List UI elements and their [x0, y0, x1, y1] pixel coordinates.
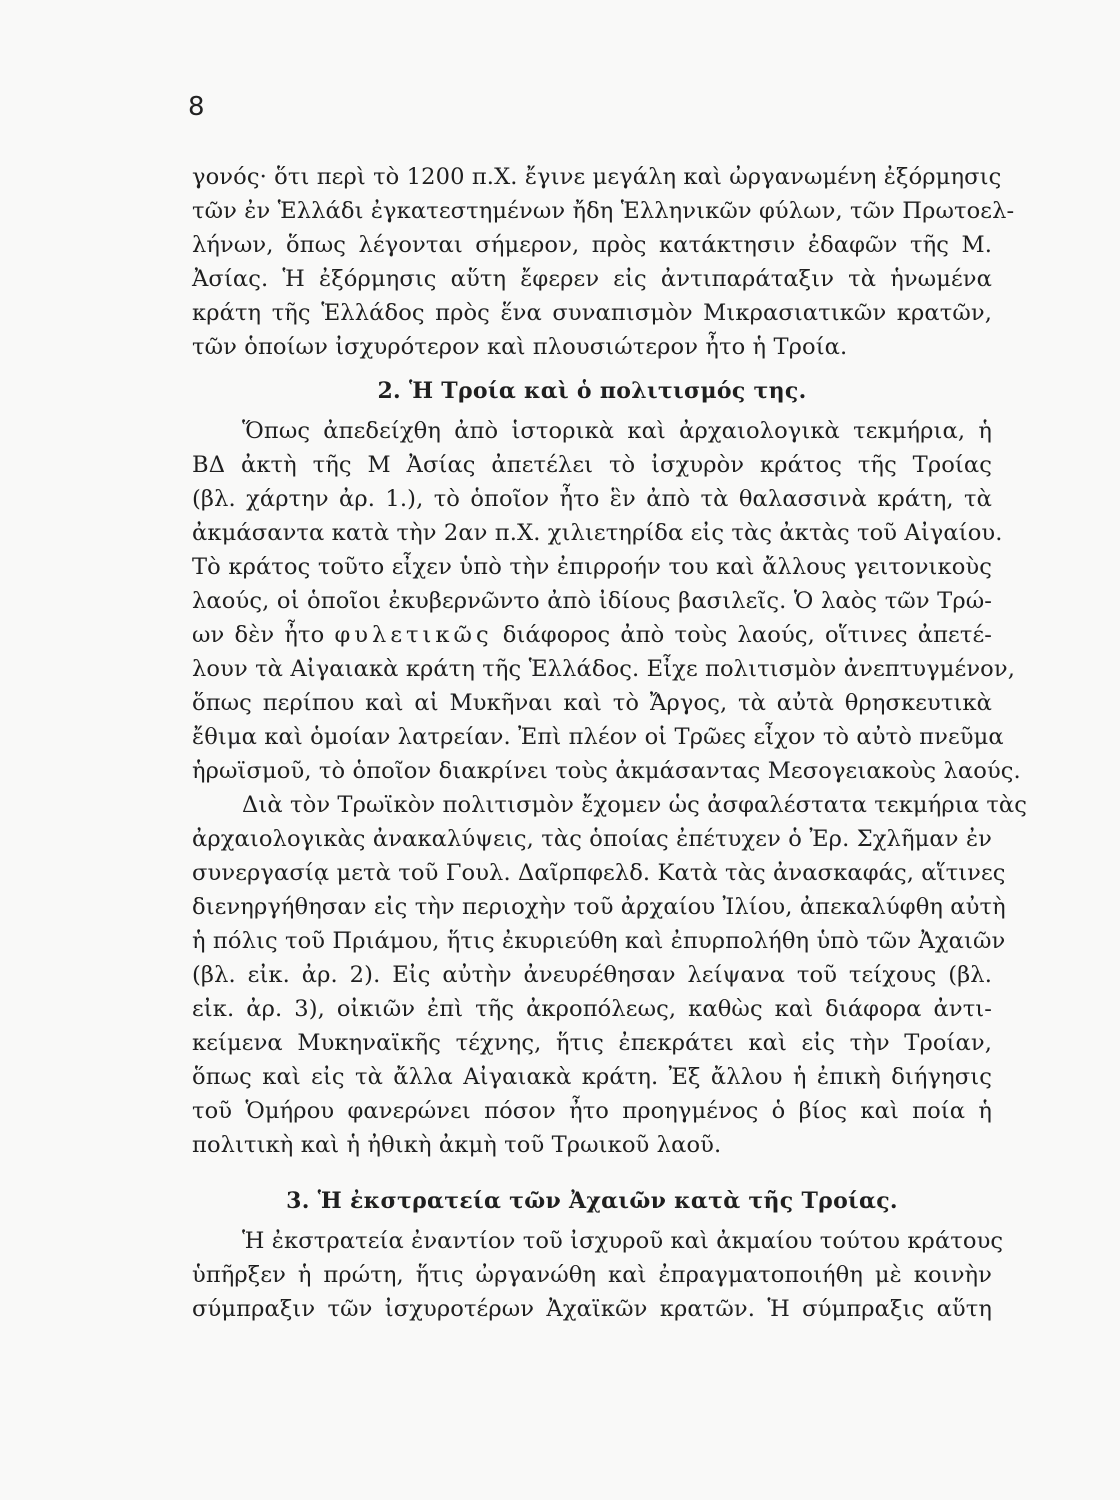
text-line: τοῦ Ὁμήρου φανερώνει πόσον ἦτο προηγμένος ὁ βίος καὶ ποία ἡ — [192, 1098, 992, 1124]
text-line: ἡ πόλις τοῦ Πριάμου, ἥτις ἐκυριεύθη καὶ ἐπυρπολήθη ὑπὸ τῶν Ἀχαιῶν — [192, 928, 1006, 954]
text-line: τῶν ἐν Ἑλλάδι ἐγκατεστημένων ἤδη Ἑλληνικῶν φύλων, τῶν Πρωτοελ- — [192, 198, 1015, 224]
page-number: 8 — [188, 92, 205, 122]
text-line: κράτη τῆς Ἑλλάδος πρὸς ἕνα συναπισμὸν Μικρασιατικῶν κρατῶν, — [192, 300, 992, 326]
text-line: ἀκμάσαντα κατὰ τὴν 2αν π.Χ. χιλιετηρίδα εἰς τὰς ἀκτὰς τοῦ Αἰγαίου. — [192, 520, 1003, 546]
spaced-emphasis: φυλετικῶς — [334, 622, 493, 648]
text-line: σύμπραξιν τῶν ἰσχυροτέρων Ἀχαϊκῶν κρατῶν. Ἡ σύμπραξις αὕτη — [192, 1296, 992, 1322]
text-line: λήνων, ὅπως λέγονται σήμερον, πρὸς κατάκτησιν ἐδαφῶν τῆς Μ. — [192, 232, 992, 258]
text-line: ΒΔ ἀκτὴ τῆς Μ Ἀσίας ἀπετέλει τὸ ἰσχυρὸν κράτος τῆς Τροίας — [192, 452, 992, 478]
text-line: ὅπως περίπου καὶ αἱ Μυκῆναι καὶ τὸ Ἄργος, τὰ αὐτὰ θρησκευτικὰ — [192, 690, 992, 716]
paragraph-intro — [192, 160, 1015, 364]
section-heading-achaean-expedition: 3. Ἡ ἐκστρατεία τῶν Ἀχαιῶν κατὰ τῆς Τροίας. — [286, 1188, 898, 1214]
line-start: ων δὲν ἦτο — [192, 622, 325, 648]
text-line-with-emphasis — [192, 618, 992, 652]
text-line: ἔθιμα καὶ ὁμοίαν λατρείαν. Ἐπὶ πλέον οἱ Τρῶες εἶχον τὸ αὐτὸ πνεῦμα — [192, 724, 1004, 750]
text-line: διενηργήθησαν εἰς τὴν περιοχὴν τοῦ ἀρχαίου Ἰλίου, ἀπεκαλύφθη αὐτὴ — [192, 894, 1006, 920]
text-line: Τὸ κράτος τοῦτο εἶχεν ὑπὸ τὴν ἐπιρροήν του καὶ ἄλλους γειτονικοὺς — [192, 554, 992, 580]
text-line: Ὅπως ἀπεδείχθη ἀπὸ ἱστορικὰ καὶ ἀρχαιολογικὰ τεκμήρια, ἡ — [242, 418, 992, 444]
text-line: Ἡ ἐκστρατεία ἐναντίον τοῦ ἰσχυροῦ καὶ ἀκμαίου τούτου κράτους — [242, 1228, 1004, 1254]
text-line: συνεργασίᾳ μετὰ τοῦ Γουλ. Δαῖρπφελδ. Κατὰ τὰς ἀνασκαφάς, αἵτινες — [192, 860, 1006, 886]
text-line: ὑπῆρξεν ἡ πρώτη, ἥτις ὠργανώθη καὶ ἐπραγματοποιήθη μὲ κοινὴν — [192, 1262, 992, 1288]
line-end: διάφορος ἀπὸ τοὺς λαούς, οἵτινες ἀπετέ- — [502, 622, 992, 648]
text-line: ὅπως καὶ εἰς τὰ ἄλλα Αἰγαιακὰ κράτη. Ἐξ ἄλλου ἡ ἐπικὴ διήγησις — [192, 1064, 992, 1090]
text-line: (βλ. εἰκ. ἀρ. 2). Εἰς αὐτὴν ἀνευρέθησαν λείψανα τοῦ τείχους (βλ. — [192, 962, 992, 988]
text-line: τῶν ὁποίων ἰσχυρότερον καὶ πλουσιώτερον ἦτο ἡ Τροία. — [192, 334, 848, 360]
paragraph-excavations — [192, 788, 1028, 1162]
text-line: κείμενα Μυκηναϊκῆς τέχνης, ἥτις ἐπεκράτει καὶ εἰς τὴν Τροίαν, — [192, 1030, 992, 1056]
page-text — [192, 160, 1028, 1326]
text-line: εἰκ. ἀρ. 3), οἰκιῶν ἐπὶ τῆς ἀκροπόλεως, καθὼς καὶ διάφορα ἀντι- — [192, 996, 992, 1022]
text-line: ἀρχαιολογικὰς ἀνακαλύψεις, τὰς ὁποίας ἐπέτυχεν ὁ Ἐρ. Σχλῆμαν ἐν — [192, 826, 992, 852]
text-line: ἡρωϊσμοῦ, τὸ ὁποῖον διακρίνει τοὺς ἀκμάσαντας Μεσογειακοὺς λαούς. — [192, 758, 1021, 784]
text-line: Ἀσίας. Ἡ ἐξόρμησις αὕτη ἔφερεν εἰς ἀντιπαράταξιν τὰ ἡνωμένα — [192, 266, 992, 292]
paragraph-expedition — [192, 1224, 1004, 1326]
section-heading-troy-civilization: 2. Ἡ Τροία καὶ ὁ πολιτισμός της. — [377, 378, 807, 404]
text-line: Διὰ τὸν Τρωϊκὸν πολιτισμὸν ἔχομεν ὡς ἀσφαλέστατα τεκμήρια τὰς — [242, 792, 1028, 818]
text-line: λαούς, οἱ ὁποῖοι ἐκυβερνῶντο ἀπὸ ἰδίους βασιλεῖς. Ὁ λαὸς τῶν Τρώ- — [192, 588, 992, 614]
paragraph-troy-kingdom — [192, 414, 1021, 788]
text-line: πολιτικὴ καὶ ἡ ἠθικὴ ἀκμὴ τοῦ Τρωικοῦ λαοῦ. — [192, 1132, 722, 1158]
text-line: γονός· ὅτι περὶ τὸ 1200 π.Χ. ἔγινε μεγάλη καὶ ὠργανωμένη ἐξόρμησις — [192, 164, 1002, 190]
text-line: λουν τὰ Αἰγαιακὰ κράτη τῆς Ἑλλάδος. Εἶχε πολιτισμὸν ἀνεπτυγμένον, — [192, 656, 1015, 682]
text-line: (βλ. χάρτην ἀρ. 1.), τὸ ὁποῖον ἦτο ἓν ἀπὸ τὰ θαλασσινὰ κράτη, τὰ — [192, 486, 992, 512]
